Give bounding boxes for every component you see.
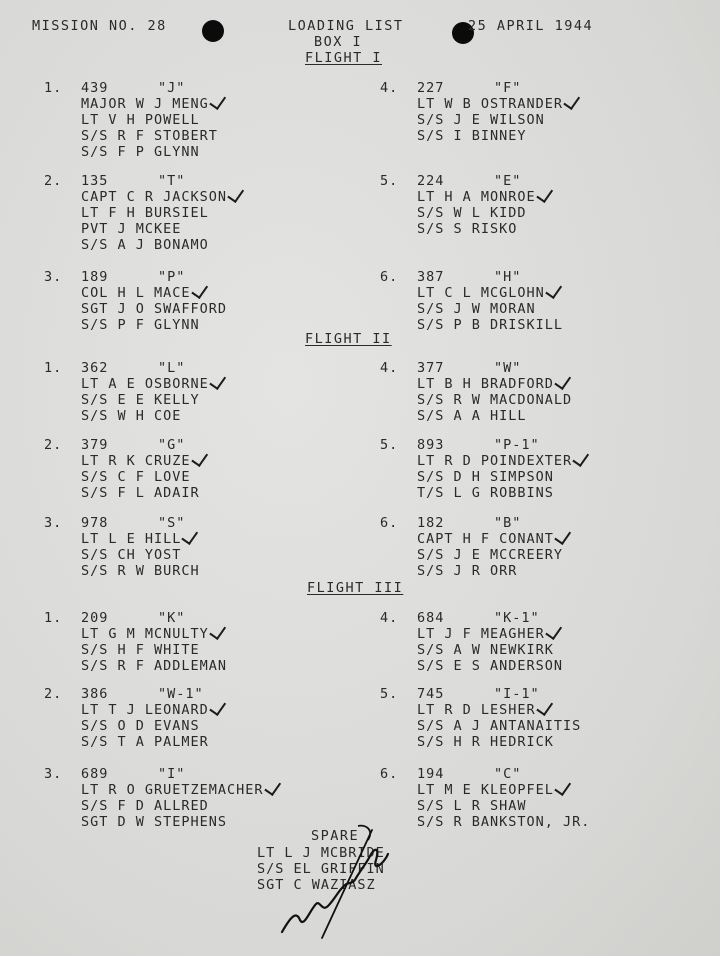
crew-member-name: S/S W H COE: [81, 408, 182, 424]
crew-member-name: S/S W L KIDD: [417, 205, 527, 221]
check-mark-icon: [545, 622, 562, 640]
crew-member: [81, 301, 227, 317]
aircraft-number: 209: [81, 610, 109, 626]
spare-crew-member: SGT C WAZIASZ: [257, 877, 376, 893]
crew-member-name: S/S L R SHAW: [417, 798, 527, 814]
crew-member: [81, 658, 227, 674]
crew-list: [81, 376, 221, 424]
crew-list: [81, 626, 227, 674]
check-mark-icon: [554, 372, 571, 390]
crew-member: [81, 782, 276, 798]
crew-member-name: S/S O D EVANS: [81, 718, 200, 734]
crew-member-name: S/S C F LOVE: [81, 469, 191, 485]
crew-member: [81, 626, 227, 642]
aircraft-number: 439: [81, 80, 109, 96]
crew-list: [81, 96, 221, 160]
aircraft-entry: [44, 610, 344, 696]
crew-member: [81, 547, 200, 563]
crew-member-name: S/S T A PALMER: [81, 734, 209, 750]
crew-member-name: S/S J R ORR: [417, 563, 518, 579]
crew-member-name: CAPT H F CONANT: [417, 531, 554, 547]
entry-number: 4.: [380, 80, 399, 96]
crew-member-name: LT J F MEAGHER: [417, 626, 545, 642]
aircraft-entry: [380, 360, 680, 446]
spare-crew-member: LT L J MCBRIDE: [257, 845, 385, 861]
call-sign: "K": [158, 610, 186, 626]
crew-member: [417, 469, 584, 485]
flight-heading: FLIGHT I: [305, 50, 383, 66]
crew-list: [417, 782, 590, 830]
crew-member-name: S/S I BINNEY: [417, 128, 527, 144]
check-mark-icon: [191, 449, 208, 467]
aircraft-number: 689: [81, 766, 109, 782]
crew-list: [81, 531, 200, 579]
crew-member-name: S/S R W BURCH: [81, 563, 200, 579]
crew-member-name: CAPT C R JACKSON: [81, 189, 228, 205]
call-sign: "B": [494, 515, 522, 531]
crew-member-name: LT H A MONROE: [417, 189, 536, 205]
crew-member-name: S/S D H SIMPSON: [417, 469, 554, 485]
crew-member: [81, 798, 276, 814]
crew-list: [417, 376, 572, 424]
crew-member: [81, 702, 221, 718]
crew-member: [417, 798, 590, 814]
aircraft-number: 684: [417, 610, 445, 626]
aircraft-number: 386: [81, 686, 109, 702]
crew-member: [417, 285, 563, 301]
aircraft-number: 379: [81, 437, 109, 453]
crew-member: [81, 453, 203, 469]
entry-number: 3.: [44, 269, 63, 285]
entry-number: 6.: [380, 269, 399, 285]
crew-member-name: COL H L MACE: [81, 285, 191, 301]
crew-member: [417, 392, 572, 408]
crew-member: [417, 734, 581, 750]
crew-member: [81, 563, 200, 579]
check-mark-icon: [536, 185, 553, 203]
entry-number: 4.: [380, 610, 399, 626]
aircraft-number: 893: [417, 437, 445, 453]
crew-member-name: SGT D W STEPHENS: [81, 814, 228, 830]
entry-number: 5.: [380, 173, 399, 189]
crew-member-name: LT F H BURSIEL: [81, 205, 209, 221]
crew-member-name: S/S J E WILSON: [417, 112, 545, 128]
crew-list: [417, 702, 581, 750]
aircraft-number: 745: [417, 686, 445, 702]
entry-number: 2.: [44, 173, 63, 189]
aircraft-number: 377: [417, 360, 445, 376]
crew-member-name: LT R O GRUETZEMACHER: [81, 782, 264, 798]
crew-member: [417, 317, 563, 333]
crew-member-name: S/S R BANKSTON, JR.: [417, 814, 591, 830]
call-sign: "P": [158, 269, 186, 285]
spare-crew-member: S/S EL GRIFFIN: [257, 861, 385, 877]
crew-member: [81, 531, 200, 547]
call-sign: "I-1": [494, 686, 540, 702]
aircraft-entry: [44, 437, 344, 523]
crew-member-name: S/S J E MCCREERY: [417, 547, 564, 563]
crew-member-name: S/S S RISKO: [417, 221, 518, 237]
call-sign: "E": [494, 173, 522, 189]
entry-number: 1.: [44, 360, 63, 376]
aircraft-entry: [44, 173, 344, 259]
check-mark-icon: [563, 92, 580, 110]
call-sign: "S": [158, 515, 186, 531]
entry-number: 6.: [380, 515, 399, 531]
crew-member: [417, 485, 584, 501]
crew-member-name: S/S A W NEWKIRK: [417, 642, 554, 658]
crew-member-name: S/S H R HEDRICK: [417, 734, 554, 750]
crew-member: [81, 128, 221, 144]
call-sign: "W-1": [158, 686, 204, 702]
crew-member-name: LT M E KLEOPFEL: [417, 782, 554, 798]
crew-member-name: S/S R F STOBERT: [81, 128, 218, 144]
crew-member: [417, 112, 575, 128]
crew-member-name: MAJOR W J MENG: [81, 96, 209, 112]
crew-member-name: LT W B OSTRANDER: [417, 96, 564, 112]
crew-member: [417, 814, 590, 830]
crew-member: [81, 144, 221, 160]
crew-member: [81, 376, 221, 392]
aircraft-entry: [44, 515, 344, 601]
call-sign: "P-1": [494, 437, 540, 453]
check-mark-icon: [554, 778, 571, 796]
crew-member: [417, 301, 563, 317]
crew-member: [417, 702, 581, 718]
crew-member: [81, 392, 221, 408]
crew-member-name: S/S E E KELLY: [81, 392, 200, 408]
crew-member: [81, 317, 227, 333]
aircraft-entry: [380, 610, 680, 696]
check-mark-icon: [572, 449, 589, 467]
crew-member-name: S/S F D ALLRED: [81, 798, 209, 814]
check-mark-icon: [264, 778, 281, 796]
entry-number: 1.: [44, 80, 63, 96]
flight-heading: FLIGHT II: [305, 331, 392, 347]
check-mark-icon: [554, 527, 571, 545]
aircraft-entry: [380, 686, 680, 772]
aircraft-number: 189: [81, 269, 109, 285]
crew-member: [81, 718, 221, 734]
call-sign: "T": [158, 173, 186, 189]
crew-member-name: T/S L G ROBBINS: [417, 485, 554, 501]
box-label: BOX I: [314, 34, 363, 50]
crew-list: [417, 531, 566, 579]
entry-number: 3.: [44, 766, 63, 782]
crew-member-name: S/S A J ANTANAITIS: [417, 718, 582, 734]
crew-member-name: S/S J W MORAN: [417, 301, 536, 317]
crew-member: [81, 734, 221, 750]
crew-member: [81, 814, 276, 830]
check-mark-icon: [209, 698, 226, 716]
aircraft-entry: [380, 269, 680, 355]
crew-member-name: PVT J MCKEE: [81, 221, 182, 237]
document-title: LOADING LIST: [288, 18, 404, 34]
crew-member: [417, 626, 563, 642]
aircraft-number: 135: [81, 173, 109, 189]
crew-member: [417, 658, 563, 674]
crew-member-name: LT L E HILL: [81, 531, 182, 547]
crew-list: [81, 702, 221, 750]
crew-list: [417, 453, 584, 501]
crew-member: [81, 205, 239, 221]
crew-member-name: LT B H BRADFORD: [417, 376, 554, 392]
crew-member-name: S/S A J BONAMO: [81, 237, 209, 253]
crew-member-name: LT R D POINDEXTER: [417, 453, 573, 469]
flight-heading: FLIGHT III: [307, 580, 404, 596]
crew-member: [81, 485, 203, 501]
check-mark-icon: [209, 92, 226, 110]
crew-member-name: S/S CH YOST: [81, 547, 182, 563]
aircraft-entry: [380, 515, 680, 601]
crew-member-name: S/S R F ADDLEMAN: [81, 658, 228, 674]
call-sign: "L": [158, 360, 186, 376]
aircraft-entry: [380, 766, 680, 852]
crew-member-name: S/S E S ANDERSON: [417, 658, 564, 674]
aircraft-entry: [44, 360, 344, 446]
call-sign: "H": [494, 269, 522, 285]
entry-number: 2.: [44, 686, 63, 702]
crew-member: [81, 189, 239, 205]
crew-member-name: S/S F P GLYNN: [81, 144, 200, 160]
aircraft-number: 224: [417, 173, 445, 189]
crew-member-name: LT R K CRUZE: [81, 453, 191, 469]
crew-member: [417, 408, 572, 424]
entry-number: 5.: [380, 437, 399, 453]
crew-member-name: LT A E OSBORNE: [81, 376, 209, 392]
crew-member: [417, 221, 548, 237]
crew-member-name: LT V H POWELL: [81, 112, 200, 128]
check-mark-icon: [191, 281, 208, 299]
aircraft-number: 182: [417, 515, 445, 531]
entry-number: 1.: [44, 610, 63, 626]
entry-number: 6.: [380, 766, 399, 782]
handwritten-signature: [262, 820, 422, 940]
crew-member-name: LT T J LEONARD: [81, 702, 209, 718]
crew-member: [81, 642, 227, 658]
crew-list: [417, 96, 575, 144]
check-mark-icon: [227, 185, 244, 203]
aircraft-entry: [44, 269, 344, 355]
check-mark-icon: [209, 372, 226, 390]
mission-number: MISSION NO. 28: [32, 18, 167, 34]
crew-member-name: S/S A A HILL: [417, 408, 527, 424]
crew-member: [81, 408, 221, 424]
aircraft-entry: [44, 686, 344, 772]
crew-list: [81, 285, 227, 333]
crew-member-name: S/S P F GLYNN: [81, 317, 200, 333]
entry-number: 3.: [44, 515, 63, 531]
crew-member: [81, 96, 221, 112]
check-mark-icon: [545, 281, 562, 299]
crew-member: [417, 453, 584, 469]
document-date: 25 APRIL 1944: [468, 18, 594, 34]
call-sign: "F": [494, 80, 522, 96]
call-sign: "W": [494, 360, 522, 376]
crew-member-name: S/S F L ADAIR: [81, 485, 200, 501]
crew-member: [417, 189, 548, 205]
crew-member: [417, 128, 575, 144]
crew-member: [417, 547, 566, 563]
entry-number: 2.: [44, 437, 63, 453]
crew-list: [81, 782, 276, 830]
call-sign: "K-1": [494, 610, 540, 626]
aircraft-entry: [380, 173, 680, 259]
crew-list: [81, 189, 239, 253]
check-mark-icon: [209, 622, 226, 640]
aircraft-number: 978: [81, 515, 109, 531]
entry-number: 5.: [380, 686, 399, 702]
crew-member: [417, 376, 572, 392]
crew-list: [417, 285, 563, 333]
crew-member-name: S/S P B DRISKILL: [417, 317, 564, 333]
aircraft-entry: [380, 437, 680, 523]
crew-list: [417, 626, 563, 674]
crew-member-name: SGT J O SWAFFORD: [81, 301, 228, 317]
aircraft-number: 387: [417, 269, 445, 285]
entry-number: 4.: [380, 360, 399, 376]
crew-member: [81, 237, 239, 253]
crew-member: [417, 96, 575, 112]
call-sign: "G": [158, 437, 186, 453]
aircraft-entry: [380, 80, 680, 166]
crew-member: [417, 205, 548, 221]
spare-label: SPARE: [311, 828, 360, 844]
crew-member-name: LT G M MCNULTY: [81, 626, 209, 642]
call-sign: "J": [158, 80, 186, 96]
call-sign: "I": [158, 766, 186, 782]
crew-member: [81, 112, 221, 128]
aircraft-entry: [44, 80, 344, 166]
crew-member: [417, 718, 581, 734]
crew-member: [417, 782, 590, 798]
crew-member: [81, 221, 239, 237]
aircraft-number: 194: [417, 766, 445, 782]
crew-member-name: S/S H F WHITE: [81, 642, 200, 658]
crew-list: [81, 453, 203, 501]
call-sign: "C": [494, 766, 522, 782]
aircraft-number: 227: [417, 80, 445, 96]
crew-member-name: S/S R W MACDONALD: [417, 392, 573, 408]
crew-member: [417, 531, 566, 547]
crew-member: [417, 642, 563, 658]
crew-member-name: LT R D LESHER: [417, 702, 536, 718]
crew-member: [81, 469, 203, 485]
punch-hole-icon: [202, 20, 224, 42]
crew-member: [417, 563, 566, 579]
crew-list: [417, 189, 548, 237]
crew-member: [81, 285, 227, 301]
crew-member-name: LT C L MCGLOHN: [417, 285, 545, 301]
aircraft-number: 362: [81, 360, 109, 376]
